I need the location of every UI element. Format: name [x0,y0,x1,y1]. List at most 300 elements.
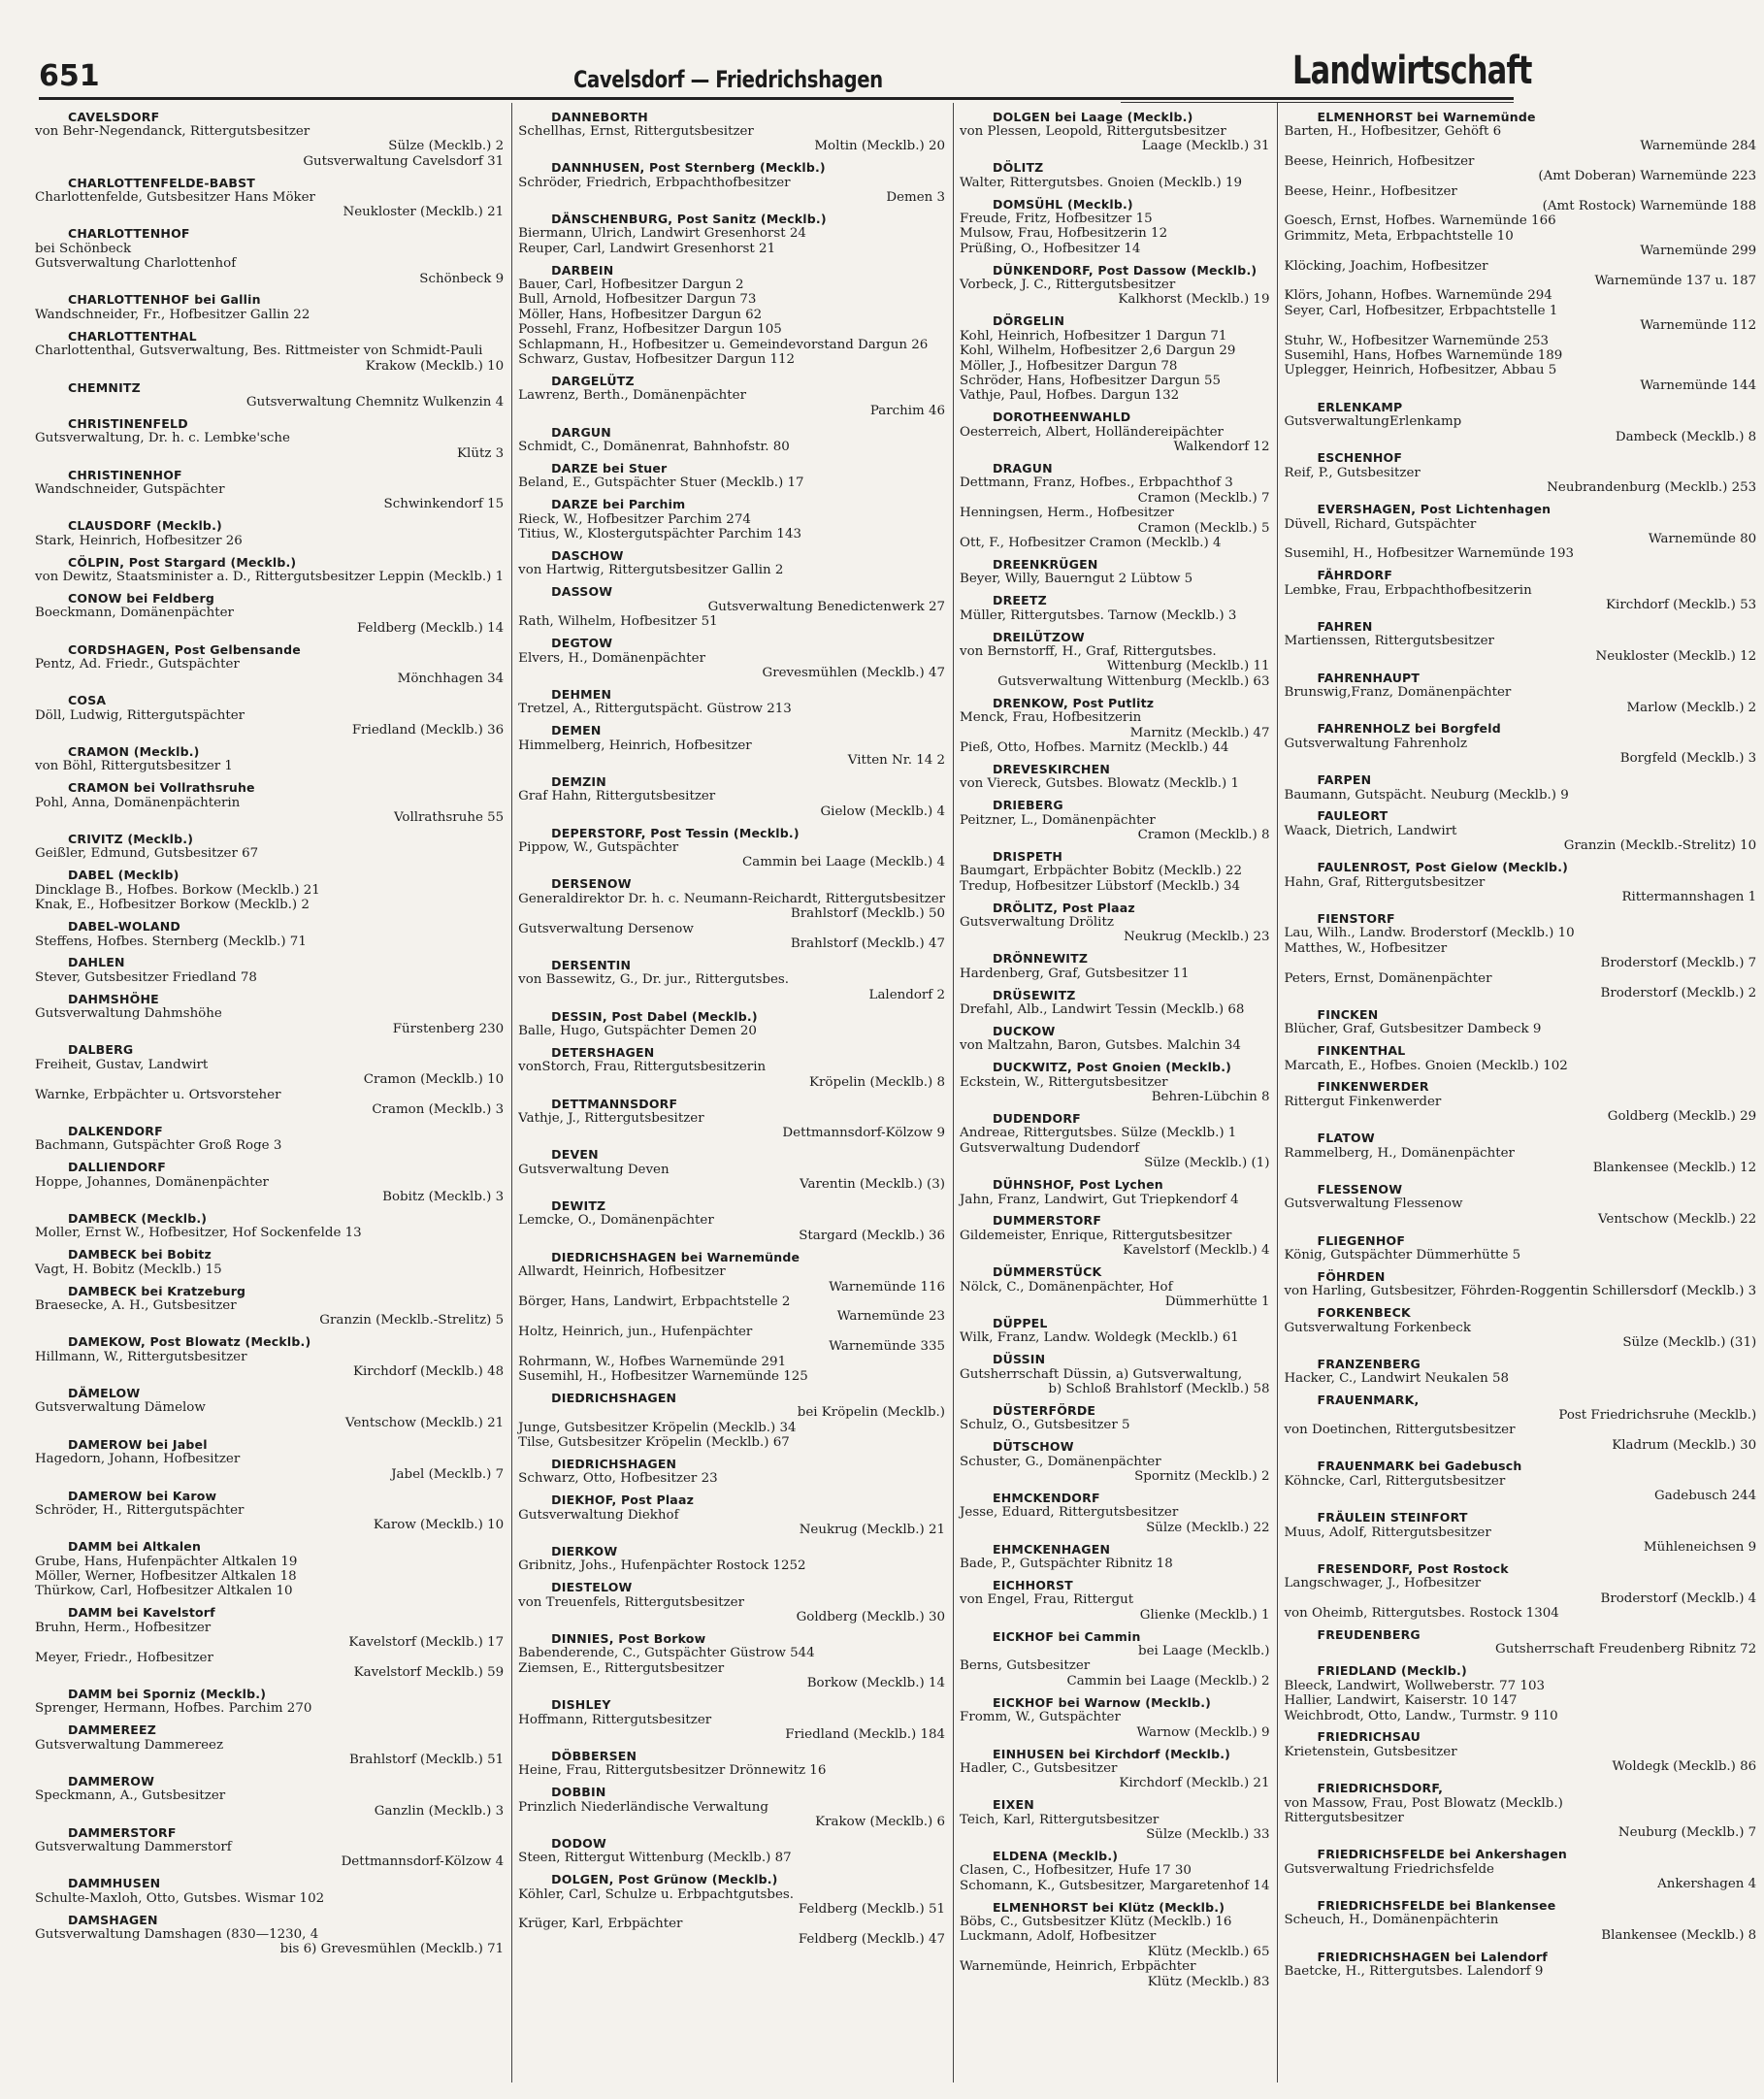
entry-line: Himmelberg, Heinrich, Hofbesitzer [518,738,752,753]
entry-line: Moller, Ernst W., Hofbesitzer, Hof Sockenfelde 13 [35,1226,362,1241]
entry-line: Walkendorf 12 [1173,440,1270,455]
entry-line: Köhncke, Carl, Rittergutsbesitzer [1284,1473,1506,1489]
directory-entry [35,416,504,461]
entry-line: Bleeck, Landwirt, Wollweberstr. 77 103 [1284,1678,1546,1693]
place-heading: DABEL (Mecklb) [68,868,180,883]
entry-line: Glienke (Mecklb.) 1 [1139,1607,1270,1623]
entry-line: Sülze (Mecklb.) 22 [1146,1520,1270,1535]
entry-line: Vollrathsruhe 55 [393,810,505,826]
entry-line: Kohl, Wilhelm, Hofbesitzer 2,6 Dargun 29 [960,344,1236,359]
place-heading: FRÄULEIN STEINFORT [1317,1510,1468,1525]
place-heading: FAULENROST, Post Gielow (Mecklb.) [1317,860,1569,875]
entry-line: Warnemünde, Heinrich, Erbpächter [960,1959,1196,1975]
entry-line: Warnemünde 112 [1640,318,1757,334]
entry-line: Steen, Rittergut Wittenburg (Mecklb.) 87 [518,1851,792,1866]
entry-line: Krüger, Karl, Erbpächter [518,1917,683,1932]
directory-entry [960,988,1269,1018]
entry-line: Jesse, Eduard, Rittergutsbesitzer [960,1505,1179,1521]
entry-line: Marnitz (Mecklb.) 47 [1129,725,1270,740]
entry-line: Kirchdorf (Mecklb.) 53 [1606,598,1757,613]
directory-entry [35,744,504,774]
entry-line: Brunswig,Franz, Domänenpächter [1284,685,1512,701]
directory-entry [518,263,945,368]
place-heading: DREETZ [993,593,1047,608]
entry-line: Wandschneider, Fr., Hofbesitzer Gallin 22 [35,307,310,322]
place-heading: CAVELSDORF [68,109,160,124]
entry-line: von Engel, Frau, Rittergut [960,1592,1134,1608]
entry-line: Gutsverwaltung Dahmshöhe [35,1006,222,1022]
directory-entry [960,1213,1269,1258]
directory-entry [960,696,1269,756]
place-heading: DASCHOW [551,548,624,564]
directory-entry [1284,1627,1756,1657]
place-heading: DIEDRICHSHAGEN [551,1457,677,1471]
place-heading: FINKENWERDER [1317,1079,1429,1095]
place-heading: FORKENBECK [1317,1305,1411,1321]
place-heading: DISHLEY [551,1697,611,1713]
entry-line: Warnemünde 137 u. 187 [1594,273,1757,288]
directory-entry [35,1876,504,1906]
entry-line: Reuper, Carl, Landwirt Gresenhorst 21 [518,241,776,256]
place-heading: FRAUENMARK bei Gadebusch [1317,1459,1522,1474]
directory-entry [960,1747,1269,1791]
place-heading: DUMMERSTORF [993,1213,1102,1229]
directory-entry [35,1211,504,1241]
entry-line: von Oheimb, Rittergutsbes. Rostock 1304 [1284,1606,1559,1622]
entry-line: Bauer, Carl, Hofbesitzer Dargun 2 [518,278,744,293]
entry-line: Gutsverwaltung Drölitz [960,915,1114,930]
place-heading: ERLENKAMP [1317,399,1403,414]
entry-line: Heine, Frau, Rittergutsbesitzer Drönnewitz 16 [518,1763,827,1779]
place-heading: DREILÜTZOW [993,629,1085,644]
place-heading: FRIEDRICHSFELDE bei Ankershagen [1317,1847,1567,1862]
entry-line: Kladrum (Mecklb.) 30 [1612,1437,1757,1453]
entry-line: Peitzner, L., Domänenpächter [960,812,1156,828]
place-heading: DAMEROW bei Karow [68,1488,217,1503]
entry-line: Lalendorf 2 [868,987,946,1002]
place-heading: FIENSTORF [1317,910,1395,926]
entry-line: Warnemünde 80 [1648,531,1757,546]
entry-line: Möller, Hans, Hofbesitzer Dargun 62 [518,307,763,322]
entry-line: Grevesmühlen (Mecklb.) 47 [762,665,946,680]
place-heading: FRIEDRICHSFELDE bei Blankensee [1317,1897,1556,1913]
entry-line: Granzin (Mecklb.-Strelitz) 10 [1563,838,1757,854]
place-heading: DIERKOW [551,1544,618,1559]
entry-line: Gutsverwaltung Deven [518,1162,670,1177]
place-heading: DARZE bei Parchim [551,497,686,512]
entry-line: Prüßing, O., Hofbesitzer 14 [960,241,1141,256]
directory-entry [1284,450,1756,495]
place-heading: DÖLITZ [993,160,1044,176]
place-heading: DESSIN, Post Dabel (Mecklb.) [551,1008,758,1024]
entry-line: Gutsverwaltung Damshagen (830—1230, 4 [35,1927,319,1943]
entry-line: Matthes, W., Hofbesitzer [1284,940,1448,956]
entry-line: Brahlstorf (Mecklb.) 51 [349,1753,505,1767]
directory-entry [1284,1007,1756,1037]
entry-line: Grimmitz, Meta, Erbpachtstelle 10 [1284,228,1514,244]
place-heading: CÖLPIN, Post Stargard (Mecklb.) [68,554,297,570]
entry-line: Feldberg (Mecklb.) 51 [798,1902,946,1918]
place-heading: CHARLOTTENHOF [68,226,190,242]
entry-line: Possehl, Franz, Hofbesitzer Dargun 105 [518,322,782,338]
place-heading: DOROTHEENWAHLD [993,410,1131,425]
entry-line: Langschwager, J., Hofbesitzer [1284,1576,1482,1591]
directory-entry [35,1539,504,1599]
place-heading: CHARLOTTENHOF bei Gallin [68,292,261,308]
directory-entry [35,176,504,220]
entry-line: Braesecke, A. H., Gutsbesitzer [35,1298,237,1314]
entry-line: von Plessen, Leopold, Rittergutsbesitzer [960,123,1226,139]
entry-line: Meyer, Friedr., Hofbesitzer [35,1650,213,1665]
place-heading: DÜTSCHOW [993,1439,1074,1455]
directory-entry [35,555,504,585]
place-heading: DRÖLITZ, Post Plaaz [993,900,1135,915]
entry-line: Henningsen, Herm., Hofbesitzer [960,506,1174,521]
entry-line: Neukrug (Mecklb.) 23 [1124,930,1270,945]
entry-line: bei Schönbeck [35,241,132,256]
directory-entry [960,1849,1269,1893]
directory-entry [960,197,1269,257]
directory-entry [1284,1781,1756,1841]
entry-line: Beland, E., Gutspächter Stuer (Mecklb.) 17 [518,476,804,491]
place-heading: EICKHOF bei Warnow (Mecklb.) [993,1694,1212,1710]
entry-line: Spornitz (Mecklb.) 2 [1134,1469,1270,1484]
entry-line: Cammin bei Laage (Mecklb.) 2 [1066,1673,1270,1689]
place-heading: FLESSENOW [1317,1181,1403,1197]
directory-entry [960,410,1269,454]
directory-entry [518,110,945,154]
directory-entry [960,1797,1269,1842]
entry-line: Neubrandenburg (Mecklb.) 253 [1547,480,1757,496]
entry-line: Bade, P., Gutspächter Ribnitz 18 [960,1557,1173,1572]
entry-line: Weichbrodt, Otto, Landw., Turmstr. 9 110 [1284,1708,1558,1723]
entry-line: König, Gutspächter Dümmerhütte 5 [1284,1248,1521,1263]
entry-line: Bull, Arnold, Hofbesitzer Dargun 73 [518,292,757,308]
place-heading: DAMM bei Kavelstorf [68,1605,215,1621]
place-heading: DABEL-WOLAND [68,919,180,935]
running-head: Cavelsdorf — Friedrichshagen [572,66,883,93]
directory-entry [518,1097,945,1141]
entry-line: vonStorch, Frau, Rittergutsbesitzerin [518,1060,767,1075]
entry-line: Balle, Hugo, Gutspächter Demen 20 [518,1023,757,1038]
entry-line: Warnemünde 144 [1640,377,1757,393]
entry-line: Feldberg (Mecklb.) 14 [357,620,505,636]
entry-line: von Hartwig, Rittergutsbesitzer Gallin 2 [518,563,784,578]
entry-line: Stargard (Mecklb.) 36 [799,1228,946,1243]
entry-line: Teich, Karl, Rittergutsbesitzer [960,1812,1160,1827]
directory-entry [1284,502,1756,562]
place-heading: DIEDRICHSHAGEN bei Warnemünde [551,1249,800,1264]
directory-entry [518,826,945,870]
directory-entry [35,1247,504,1277]
entry-line: Kalkhorst (Mecklb.) 19 [1118,292,1270,308]
column-1 [29,103,511,2083]
entry-line: Cramon (Mecklb.) 7 [1137,490,1270,506]
directory-entry [35,1042,504,1117]
entry-line: Broderstorf (Mecklb.) 7 [1600,956,1757,971]
entry-line: Lemcke, O., Domänenpächter [518,1213,714,1229]
place-heading: DÄNSCHENBURG, Post Sanitz (Mecklb.) [551,211,827,226]
entry-line: Warnemünde 335 [829,1339,946,1355]
place-heading: DOMSÜHL (Mecklb.) [993,196,1133,212]
entry-line: Muus, Adolf, Rittergutsbesitzer [1284,1525,1491,1540]
directory-entry [35,642,504,687]
place-heading: FRIEDLAND (Mecklb.) [1317,1663,1467,1679]
entry-line: Tredup, Hofbesitzer Lübstorf (Mecklb.) 34 [960,878,1241,894]
place-heading: DOBBIN [551,1785,606,1800]
entry-line: Hallier, Landwirt, Kaiserstr. 10 147 [1284,1693,1518,1709]
entry-line: Schomann, K., Gutsbesitzer, Margaretenhof 14 [960,1878,1270,1893]
directory-entry [960,1352,1269,1396]
directory-entry [518,636,945,680]
entry-line: Tretzel, A., Rittergutspächt. Güstrow 213 [518,702,792,717]
place-heading: DETERSHAGEN [551,1044,655,1060]
entry-line: Post Friedrichsruhe (Mecklb.) [1558,1407,1757,1423]
entry-line: Ventschow (Mecklb.) 22 [1597,1211,1757,1227]
entry-line: Bachmann, Gutspächter Groß Roge 3 [35,1138,282,1154]
place-heading: CHARLOTTENFELDE-BABST [68,175,256,190]
entry-line: Gutsverwaltung Fahrenholz [1284,736,1468,751]
place-heading: FÄHRDORF [1317,568,1393,583]
entry-line: Krietenstein, Gutsbesitzer [1284,1744,1457,1759]
entry-line: (Amt Doberan) Warnemünde 223 [1538,169,1757,184]
directory-entry [1284,400,1756,444]
place-heading: DÜSSIN [993,1352,1046,1367]
entry-line: Schönbeck 9 [419,271,505,286]
directory-entry [518,1045,945,1090]
directory-entry [35,955,504,985]
entry-line: Jahn, Franz, Landwirt, Gut Triepkendorf 4 [960,1192,1239,1207]
entry-line: Gutsverwaltung Friedrichsfelde [1284,1861,1494,1877]
directory-entry [518,374,945,418]
place-heading: CHARLOTTENTHAL [68,328,197,344]
place-heading: DRISPETH [993,848,1062,864]
place-heading: DALBERG [68,1042,134,1058]
entry-line: Cammin bei Laage (Mecklb.) 4 [742,855,946,870]
entry-line: Warnemünde 23 [836,1309,946,1325]
directory-entry [518,160,945,205]
entry-line: Schröder, Hans, Hofbesitzer Dargun 55 [960,374,1222,388]
entry-line: Goldberg (Mecklb.) 30 [796,1610,946,1625]
entry-line: von Böhl, Rittergutsbesitzer 1 [35,759,233,774]
entry-line: von Treuenfels, Rittergutsbesitzer [518,1594,744,1610]
place-heading: FAULEORT [1317,808,1388,824]
place-heading: DAMMERSTORF [68,1824,177,1840]
entry-line: Ganzlin (Mecklb.) 3 [374,1803,505,1819]
entry-line: Ankershagen 4 [1657,1877,1757,1892]
entry-line: Ott, F., Hofbesitzer Cramon (Mecklb.) 4 [960,536,1222,551]
place-heading: CLAUSDORF (Mecklb.) [68,518,222,534]
section-title: Landwirtschaft [1291,49,1532,93]
entry-line: Borgfeld (Mecklb.) 3 [1619,751,1757,767]
entry-line: Gutsverwaltung Diekhof [518,1507,679,1523]
directory-entry [960,110,1269,154]
entry-line: Rath, Wilhelm, Hofbesitzer 51 [518,614,718,630]
place-heading: DEWITZ [551,1198,606,1213]
place-heading: DAMBECK bei Kratzeburg [68,1283,246,1298]
entry-line: Klütz 3 [457,445,505,461]
place-heading: FAHRENHOLZ bei Borgfeld [1317,721,1501,737]
directory-entry [518,687,945,717]
entry-line: von Bassewitz, G., Dr. jur., Rittergutsbes. [518,972,790,988]
entry-line: Drefahl, Alb., Landwirt Tessin (Mecklb.) 68 [960,1002,1245,1018]
directory-entry [960,762,1269,792]
entry-line: Varentin (Mecklb.) (3) [800,1177,946,1193]
directory-entry [960,1111,1269,1171]
directory-entry [1284,1561,1756,1622]
place-heading: EHMCKENHAGEN [993,1541,1111,1557]
entry-line: Vorbeck, J. C., Rittergutsbesitzer [960,278,1176,293]
place-heading: FLIEGENHOF [1317,1232,1406,1248]
entry-line: Berns, Gutsbesitzer [960,1658,1091,1674]
entry-line: Warnemünde 284 [1640,139,1757,154]
place-heading: DARGELÜTZ [551,374,635,388]
entry-line: Gutsverwaltung, Dr. h. c. Lembke'sche [35,431,290,446]
place-heading: FRAUENMARK, [1317,1393,1420,1408]
entry-line: Möller, Werner, Hofbesitzer Altkalen 18 [35,1569,297,1585]
directory-entry [1284,1233,1756,1263]
directory-entry [35,591,504,636]
entry-line: Pippow, W., Gutspächter [518,839,679,855]
place-heading: DREVESKIRCHEN [993,761,1110,776]
entry-line: Stever, Gutsbesitzer Friedland 78 [35,969,257,985]
directory-entry [35,292,504,322]
place-heading: FARPEN [1317,772,1372,788]
directory-entry [960,1900,1269,1989]
page-header [39,39,1532,93]
entry-line: Menck, Frau, Hofbesitzerin [960,710,1142,726]
entry-line: Dümmerhütte 1 [1164,1294,1270,1309]
directory-entry [35,1605,504,1680]
directory-entry [35,518,504,548]
header-rule [39,97,1514,100]
entry-line: Wilk, Franz, Landw. Woldegk (Mecklb.) 61 [960,1330,1239,1346]
entry-line: Schulte-Maxloh, Otto, Gutsbes. Wismar 102 [35,1890,325,1906]
entry-line: Kavelstorf (Mecklb.) 4 [1123,1243,1270,1259]
entry-line: Mulsow, Frau, Hofbesitzerin 12 [960,226,1168,242]
place-heading: FAHRENHAUPT [1317,670,1421,685]
entry-line: bei Laage (Mecklb.) [1138,1644,1270,1659]
directory-entry [518,958,945,1002]
place-heading: DREENKRÜGEN [993,556,1098,572]
entry-line: Baetcke, H., Rittergutsbes. Lalendorf 9 [1284,1964,1544,1980]
entry-line: Babenderende, C., Gutspächter Güstrow 544 [518,1646,815,1661]
entry-line: Holtz, Heinrich, jun., Hufenpächter [518,1324,753,1339]
directory-entry [960,1629,1269,1689]
entry-line: Knak, E., Hofbesitzer Borkow (Mecklb.) 2 [35,898,310,913]
directory-entry [518,1457,945,1487]
directory-entry [518,1697,945,1742]
place-heading: CHRISTINENFELD [68,415,188,431]
place-heading: DAHLEN [68,955,125,970]
place-heading: FAHREN [1317,619,1373,634]
directory-entry [518,1198,945,1243]
entry-line: GutsverwaltungErlenkamp [1284,414,1462,430]
directory-entry [1284,1269,1756,1299]
place-heading: DÜPPEL [993,1315,1048,1330]
entry-line: Mönchhagen 34 [397,672,505,687]
place-heading: DINNIES, Post Borkow [551,1631,706,1647]
place-heading: EINHUSEN bei Kirchdorf (Mecklb.) [993,1746,1231,1761]
directory-entry [35,1386,504,1430]
directory-entry [1284,1393,1756,1453]
entry-line: Warnemünde 116 [829,1279,946,1295]
place-heading: EICKHOF bei Cammin [993,1628,1141,1644]
place-heading: FRIEDRICHSHAGEN bei Lalendorf [1317,1949,1548,1964]
place-heading: DRÖNNEWITZ [993,951,1089,967]
entry-line: von Massow, Frau, Post Blowatz (Mecklb.) [1284,1795,1563,1811]
entry-line: Walter, Rittergutsbes. Gnoien (Mecklb.) 19 [960,175,1243,190]
place-heading: DÜMMERSTÜCK [993,1264,1102,1280]
entry-line: Hahn, Graf, Rittergutsbesitzer [1284,874,1486,890]
directory-entry [35,1687,504,1717]
entry-line: Uplegger, Heinrich, Hofbesitzer, Abbau 5 [1284,363,1557,378]
entry-line: Oesterreich, Albert, Holländereipächter [960,424,1224,440]
entry-line: Vathje, J., Rittergutsbesitzer [518,1110,704,1126]
place-heading: DUCKOW [993,1023,1056,1038]
place-heading: FLATOW [1317,1131,1375,1146]
entry-line: Klütz (Mecklb.) 83 [1147,1974,1270,1989]
place-heading: DAMMEROW [68,1773,155,1788]
entry-line: Beese, Heinrich, Hofbesitzer [1284,153,1475,169]
place-heading: DÜNKENDORF, Post Dassow (Mecklb.) [993,262,1258,278]
directory-entry [960,798,1269,842]
entry-line: Junge, Gutsbesitzer Kröpelin (Mecklb.) 34 [518,1420,797,1435]
entry-line: bis 6) Grevesmühlen (Mecklb.) 71 [279,1942,505,1957]
entry-line: Moltin (Mecklb.) 20 [814,139,946,154]
directory-entry [35,919,504,949]
entry-line: von Doetinchen, Rittergutsbesitzer [1284,1423,1516,1438]
entry-line: Dincklage B., Hofbes. Borkow (Mecklb.) 21 [35,882,320,898]
directory-entry [1284,671,1756,715]
directory-entry [518,584,945,629]
place-heading: DAMEKOW, Post Blowatz (Mecklb.) [68,1334,311,1350]
entry-line: Sülze (Mecklb.) 2 [388,139,505,154]
directory-entry [1284,1510,1756,1555]
directory-entry [35,380,504,410]
entry-line: Vitten Nr. 14 2 [847,752,946,768]
directory-entry [960,1264,1269,1309]
entry-line: Rittermannshagen 1 [1621,890,1757,904]
directory-entry [35,1913,504,1957]
directory-entry [35,1437,504,1482]
entry-line: (Amt Rostock) Warnemünde 188 [1542,198,1757,213]
entry-line: Gielow (Mecklb.) 4 [820,804,946,819]
place-heading: CHEMNITZ [68,379,141,395]
directory-entry [1284,110,1756,394]
entry-line: von Harling, Gutsbesitzer, Föhrden-Roggentin Schillersdorf (Mecklb.) 3 [1284,1284,1757,1299]
entry-line: Geißler, Edmund, Gutsbesitzer 67 [35,846,259,862]
entry-line: Hillmann, W., Rittergutsbesitzer [35,1349,247,1364]
entry-line: Bobitz (Mecklb.) 3 [382,1190,505,1205]
place-heading: DÜHNSHOF, Post Lychen [993,1177,1163,1193]
directory-entry [1284,808,1756,853]
entry-line: Barten, H., Hofbesitzer, Gehöft 6 [1284,123,1502,139]
entry-line: Kröpelin (Mecklb.) 8 [809,1074,946,1090]
directory-entry [35,1489,504,1533]
entry-line: Reif, P., Gutsbesitzer [1284,465,1421,480]
place-heading: DIEDRICHSHAGEN [551,1390,677,1405]
directory-entry [35,1774,504,1819]
directory-entry [35,868,504,912]
place-heading: DEHMEN [551,686,612,702]
entry-line: Blankensee (Mecklb.) 12 [1592,1161,1757,1175]
entry-line: Schwinkendorf 15 [383,497,505,512]
entry-line: Brahlstorf (Mecklb.) 50 [790,906,946,922]
directory-entry [518,774,945,819]
directory-entry [1284,1459,1756,1503]
entry-line: Sprenger, Hermann, Hofbes. Parchim 270 [35,1701,312,1717]
